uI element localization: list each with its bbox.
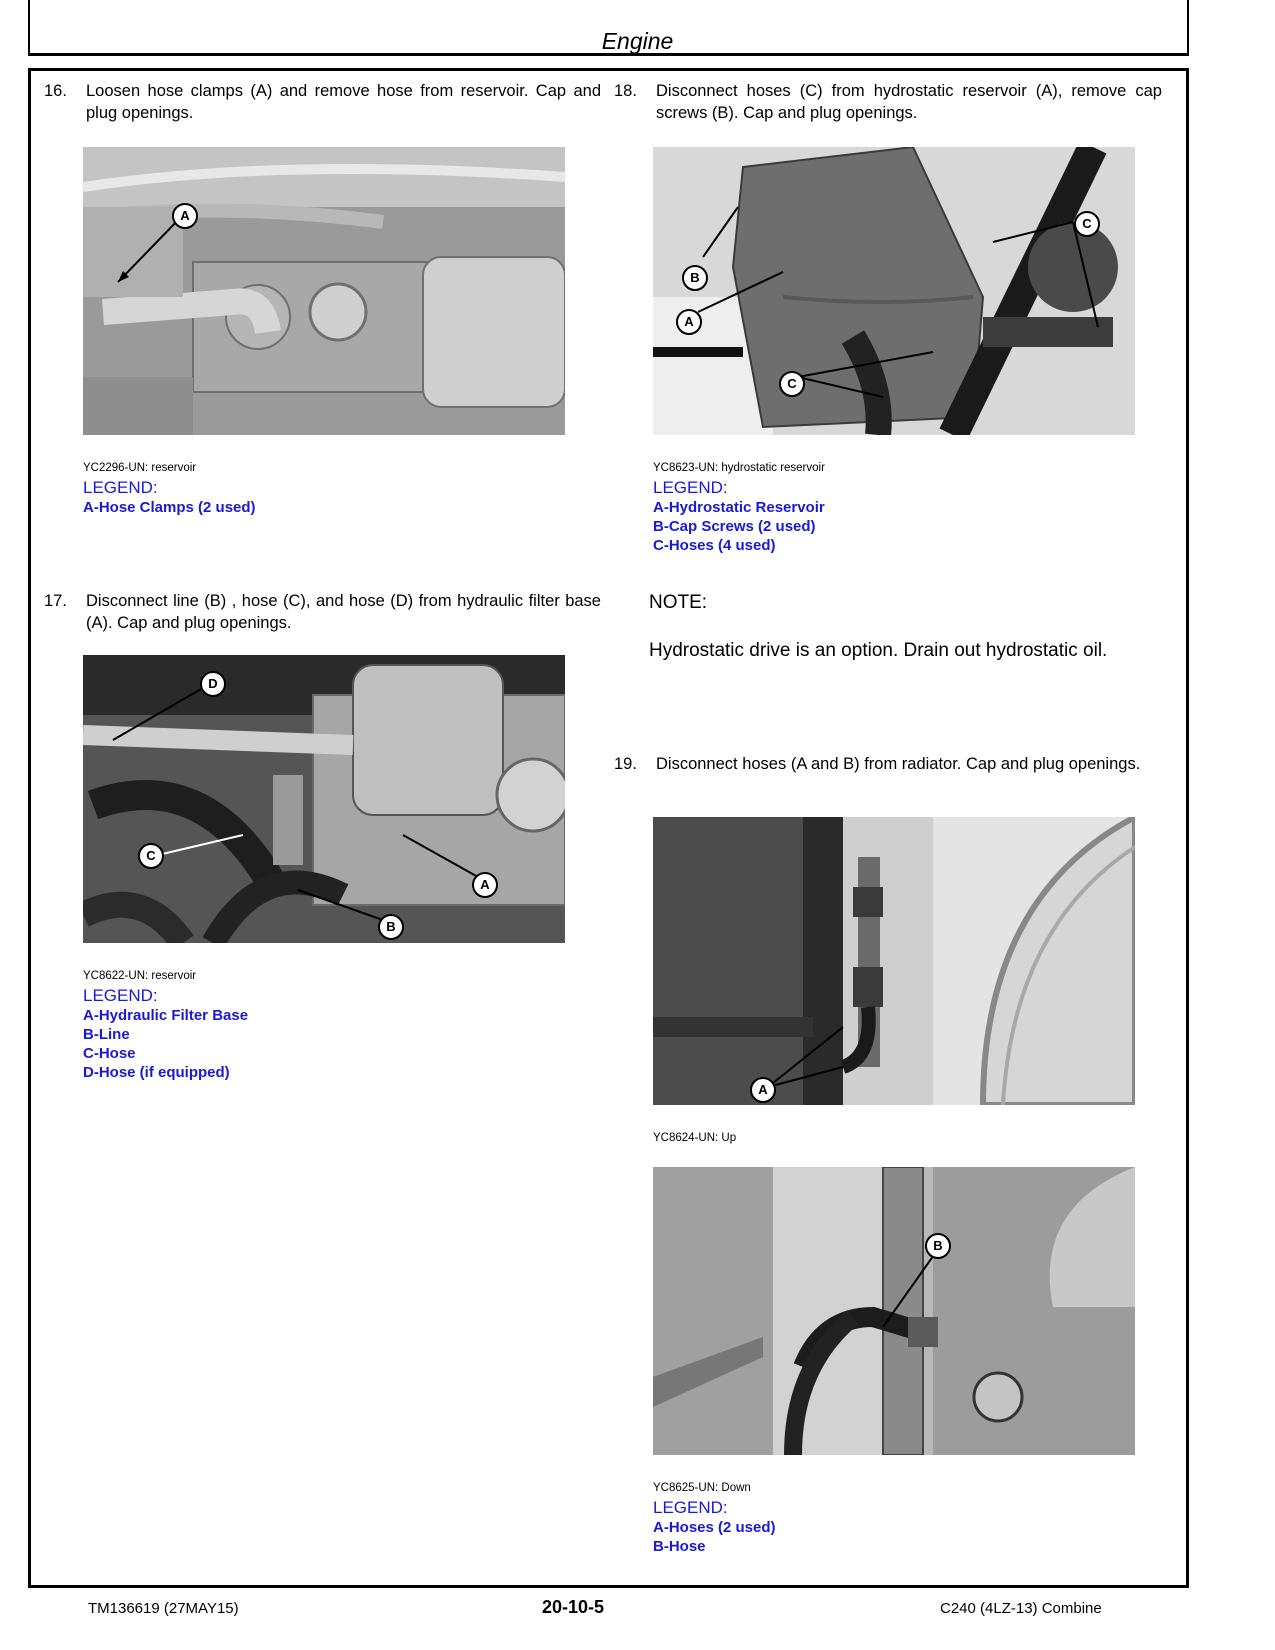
photo-reservoir-hose-clamps xyxy=(83,147,565,435)
note-label: NOTE: xyxy=(649,592,708,613)
legend-16 xyxy=(83,478,256,517)
callout-label: B xyxy=(378,914,404,940)
legend-title: LEGEND: xyxy=(653,1498,728,1517)
legend-19 xyxy=(653,1498,776,1556)
callout-label: A xyxy=(750,1077,776,1103)
callout-label: A xyxy=(172,203,198,229)
photo-radiator-up xyxy=(653,817,1135,1105)
footer-model: C240 (4LZ-13) Combine xyxy=(940,1600,1102,1617)
legend-item: A-Hoses (2 used) xyxy=(653,1519,776,1536)
figure-caption: YC2296-UN: reservoir xyxy=(83,462,197,474)
figure-caption: YC8624-UN: Up xyxy=(653,1132,737,1144)
callout-label: D xyxy=(200,671,226,697)
legend-17 xyxy=(83,986,248,1082)
callout-label: C xyxy=(779,371,805,397)
step-text: Loosen hose clamps (A) and remove hose from reservoir. Cap and plug openings. xyxy=(86,82,601,122)
page-header-title: Engine xyxy=(601,28,674,54)
callout-label: C xyxy=(138,843,164,869)
legend-title: LEGEND: xyxy=(83,986,158,1005)
legend-title: LEGEND: xyxy=(653,478,728,497)
figure-caption: YC8622-UN: reservoir xyxy=(83,970,197,982)
figure-caption: YC8625-UN: Down xyxy=(653,1482,751,1494)
step-number: 18. xyxy=(614,82,637,100)
callout-label: B xyxy=(682,265,708,291)
legend-item: C-Hoses (4 used) xyxy=(653,537,776,554)
callout-label: A xyxy=(472,872,498,898)
figure-caption: YC8623-UN: hydrostatic reservoir xyxy=(653,462,825,474)
photo-hydrostatic-reservoir xyxy=(653,147,1135,435)
footer-manual-id: TM136619 (27MAY15) xyxy=(88,1600,239,1617)
photo-hydraulic-filter-base xyxy=(83,655,565,943)
callout-label: B xyxy=(925,1233,951,1259)
step-number: 16. xyxy=(44,82,67,100)
legend-18 xyxy=(653,478,825,555)
legend-item: C-Hose xyxy=(83,1045,136,1062)
legend-title: LEGEND: xyxy=(83,478,158,497)
legend-item: B-Cap Screws (2 used) xyxy=(653,518,816,535)
legend-item: A-Hydraulic Filter Base xyxy=(83,1007,249,1024)
legend-item: B-Line xyxy=(83,1026,130,1043)
legend-item: D-Hose (if equipped) xyxy=(83,1064,230,1081)
step-number: 17. xyxy=(44,592,67,610)
step-text: Disconnect hoses (C) from hydrostatic reservoir (A), remove cap screws (B). Cap and plug openings. xyxy=(656,82,1162,122)
callout-label: A xyxy=(676,309,702,335)
callout-label: C xyxy=(1074,211,1100,237)
step-number: 19. xyxy=(614,755,637,773)
note-text: Hydrostatic drive is an option. Drain out hydrostatic oil. xyxy=(649,640,1108,661)
step-text: Disconnect hoses (A and B) from radiator. Cap and plug openings. xyxy=(656,755,1141,773)
legend-item: A-Hydrostatic Reservoir xyxy=(653,499,825,516)
footer-page-number: 20-10-5 xyxy=(542,1597,605,1617)
step-text: Disconnect line (B) , hose (C), and hose (D) from hydraulic filter base (A). Cap and plug openings. xyxy=(86,592,601,632)
photo-radiator-down xyxy=(653,1167,1135,1455)
legend-item: B-Hose xyxy=(653,1538,706,1555)
legend-item: A-Hose Clamps (2 used) xyxy=(83,499,256,516)
